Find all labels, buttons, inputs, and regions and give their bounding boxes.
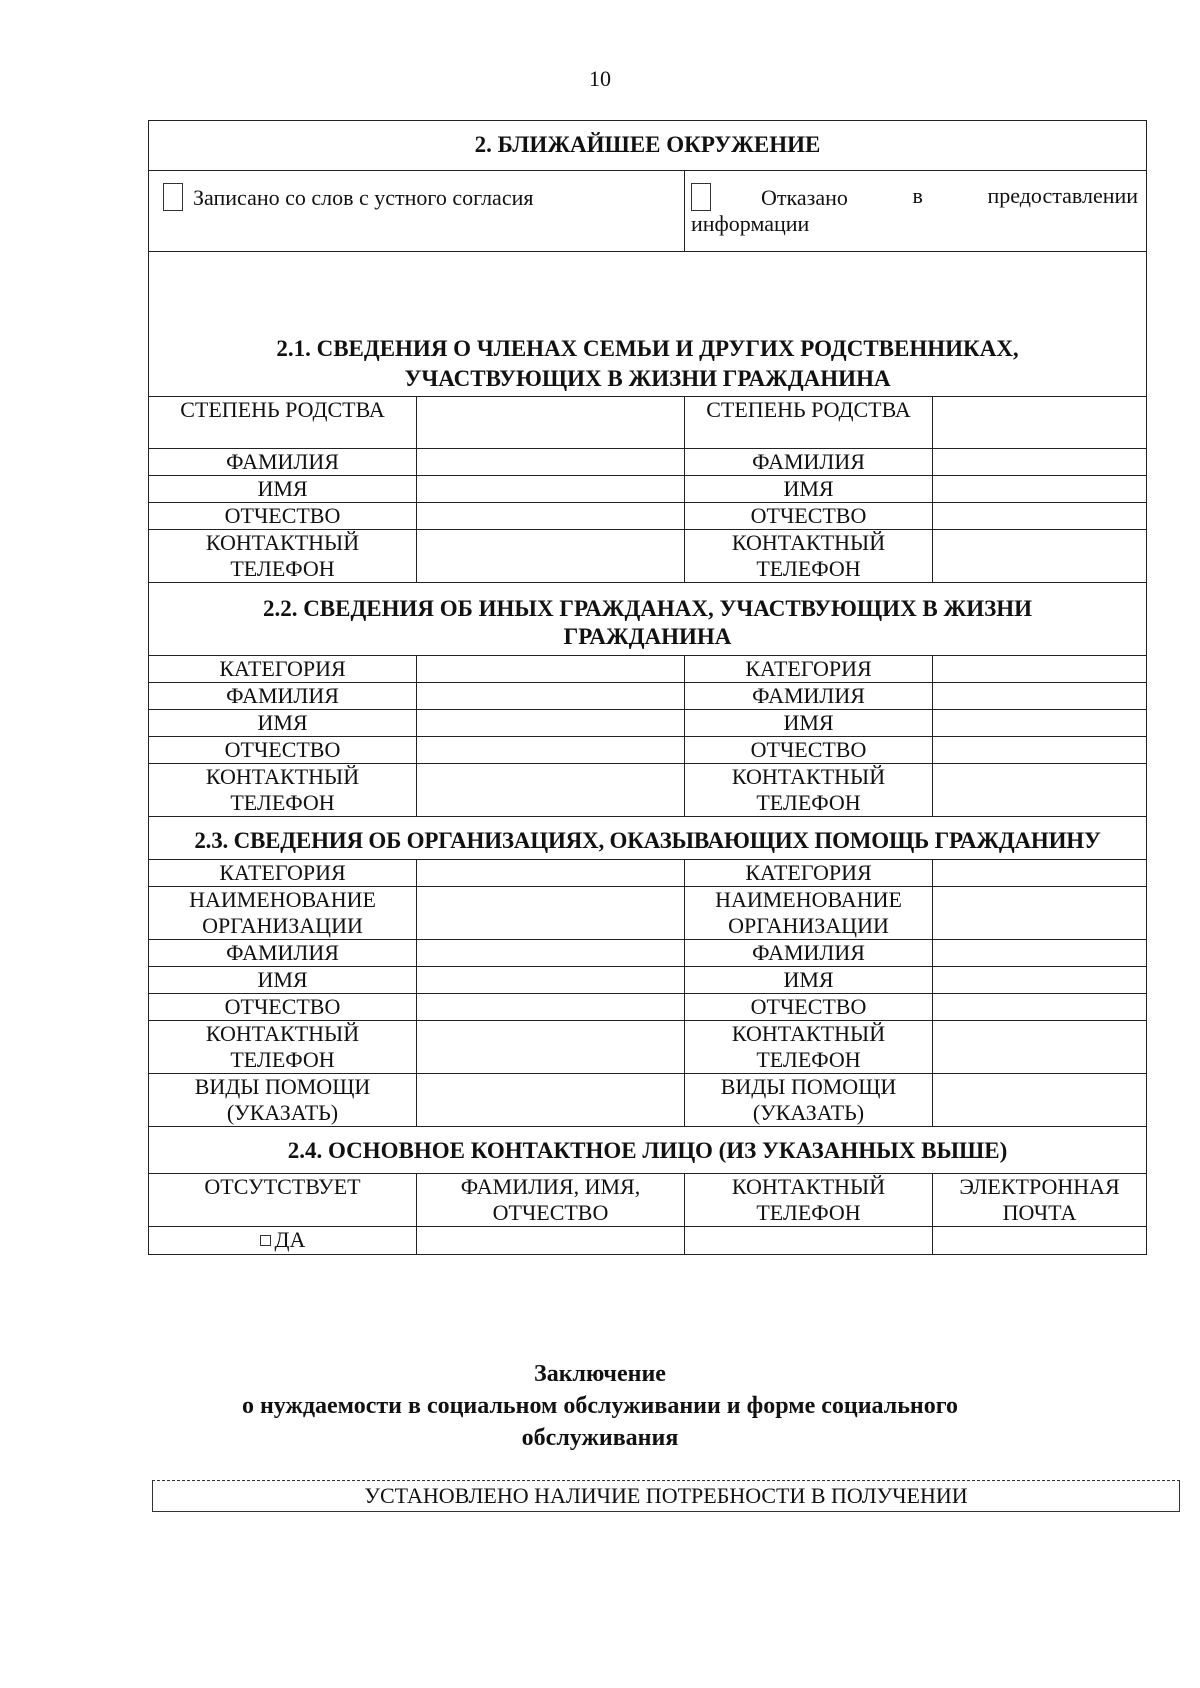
yes-checkbox[interactable] [260, 1235, 271, 1246]
input-cell[interactable] [417, 994, 685, 1021]
input-cell[interactable] [417, 1021, 685, 1074]
consent-label: Записано со слов с устного согласия [193, 185, 534, 210]
header-absent: ОТСУТСТВУЕТ [149, 1174, 417, 1227]
row-label: КОНТАКТНЫЙ ТЕЛЕФОН [149, 530, 417, 583]
input-cell[interactable] [417, 737, 685, 764]
section-2-2-title-line-2: ГРАЖДАНИНА [563, 624, 732, 649]
input-cell[interactable] [417, 476, 685, 503]
section-2-4-title: 2.4. ОСНОВНОЕ КОНТАКТНОЕ ЛИЦО (ИЗ УКАЗАННЫХ ВЫШЕ) [149, 1127, 1147, 1174]
conclusion-heading [0, 1358, 1200, 1454]
input-cell[interactable] [933, 940, 1147, 967]
row-label: КОНТАКТНЫЙ ТЕЛЕФОН [685, 530, 933, 583]
input-cell[interactable] [417, 967, 685, 994]
input-cell[interactable] [933, 476, 1147, 503]
consent-checkbox[interactable] [163, 183, 183, 211]
row-label: ИМЯ [685, 967, 933, 994]
row-label: ФАМИЛИЯ [685, 683, 933, 710]
input-cell[interactable] [933, 683, 1147, 710]
input-cell[interactable] [933, 737, 1147, 764]
input-cell[interactable] [417, 530, 685, 583]
input-cell[interactable] [417, 1074, 685, 1127]
page-number: 10 [589, 66, 611, 91]
row-label: ОТЧЕСТВО [685, 737, 933, 764]
row-label: ИМЯ [685, 710, 933, 737]
input-cell[interactable] [417, 449, 685, 476]
input-cell[interactable] [417, 940, 685, 967]
row-label: КОНТАКТНЫЙ ТЕЛЕФОН [149, 1021, 417, 1074]
row-label: ВИДЫ ПОМОЩИ (УКАЗАТЬ) [149, 1074, 417, 1127]
row-label: СТЕПЕНЬ РОДСТВА [149, 397, 417, 449]
input-cell[interactable] [933, 710, 1147, 737]
row-label: ОТЧЕСТВО [149, 994, 417, 1021]
row-label: ИМЯ [685, 476, 933, 503]
row-label: ВИДЫ ПОМОЩИ (УКАЗАТЬ) [685, 1074, 933, 1127]
input-cell[interactable] [933, 994, 1147, 1021]
header-email: ЭЛЕКТРОННАЯ ПОЧТА [933, 1174, 1147, 1227]
row-label: НАИМЕНОВАНИЕ ОРГАНИЗАЦИИ [685, 887, 933, 940]
input-cell[interactable] [417, 1227, 685, 1255]
row-label: ФАМИЛИЯ [149, 449, 417, 476]
refused-word-3: предоставлении [987, 183, 1139, 208]
refused-word-1: Отказано [761, 185, 848, 210]
section-2-2-title-line-1: 2.2. СВЕДЕНИЯ ОБ ИНЫХ ГРАЖДАНАХ, УЧАСТВУЮЩИХ В ЖИЗНИ [262, 596, 1033, 621]
input-cell[interactable] [933, 764, 1147, 817]
row-label: ИМЯ [149, 967, 417, 994]
row-label: ФАМИЛИЯ [149, 683, 417, 710]
section-2-1-title-line-1: 2.1. СВЕДЕНИЯ О ЧЛЕНАХ СЕМЬИ И ДРУГИХ РОДСТВЕННИКАХ, [276, 336, 1019, 361]
input-cell[interactable] [417, 683, 685, 710]
row-label: ОТЧЕСТВО [149, 503, 417, 530]
input-cell[interactable] [417, 397, 685, 449]
section-2-1-title [149, 252, 1147, 397]
conclusion-line-3: обслуживания [521, 1425, 679, 1451]
input-cell[interactable] [933, 397, 1147, 449]
section-2-2-title [149, 583, 1147, 656]
input-cell[interactable] [933, 1227, 1147, 1255]
refused-option[interactable] [685, 171, 1147, 252]
input-cell[interactable] [933, 656, 1147, 683]
input-cell[interactable] [933, 887, 1147, 940]
row-label: КАТЕГОРИЯ [685, 656, 933, 683]
row-label: НАИМЕНОВАНИЕ ОРГАНИЗАЦИИ [149, 887, 417, 940]
header-full-name: ФАМИЛИЯ, ИМЯ, ОТЧЕСТВО [417, 1174, 685, 1227]
input-cell[interactable] [417, 764, 685, 817]
input-cell[interactable] [933, 530, 1147, 583]
row-label: ИМЯ [149, 476, 417, 503]
conclusion-line-1: Заключение [534, 1361, 666, 1387]
established-need-box: УСТАНОВЛЕНО НАЛИЧИЕ ПОТРЕБНОСТИ В ПОЛУЧЕНИИ [152, 1480, 1180, 1512]
row-label: КОНТАКТНЫЙ ТЕЛЕФОН [685, 1021, 933, 1074]
input-cell[interactable] [417, 710, 685, 737]
row-label: КАТЕГОРИЯ [149, 656, 417, 683]
input-cell[interactable] [933, 503, 1147, 530]
input-cell[interactable] [933, 1021, 1147, 1074]
row-label: ИМЯ [149, 710, 417, 737]
input-cell[interactable] [933, 449, 1147, 476]
input-cell[interactable] [933, 860, 1147, 887]
absent-yes-option[interactable] [149, 1227, 417, 1255]
section-2-3-title: 2.3. СВЕДЕНИЯ ОБ ОРГАНИЗАЦИЯХ, ОКАЗЫВАЮЩИХ ПОМОЩЬ ГРАЖДАНИНУ [149, 817, 1147, 860]
row-label: ОТЧЕСТВО [149, 737, 417, 764]
form-table [148, 120, 1147, 1255]
input-cell[interactable] [417, 860, 685, 887]
input-cell[interactable] [417, 503, 685, 530]
input-cell[interactable] [417, 656, 685, 683]
row-label: КАТЕГОРИЯ [685, 860, 933, 887]
row-label: ФАМИЛИЯ [685, 940, 933, 967]
row-label: СТЕПЕНЬ РОДСТВА [685, 397, 933, 449]
input-cell[interactable] [933, 1074, 1147, 1127]
row-label: КОНТАКТНЫЙ ТЕЛЕФОН [149, 764, 417, 817]
refused-word-4: информации [691, 211, 810, 236]
row-label: КАТЕГОРИЯ [149, 860, 417, 887]
input-cell[interactable] [417, 887, 685, 940]
row-label: ФАМИЛИЯ [149, 940, 417, 967]
refused-checkbox[interactable] [691, 183, 711, 211]
row-label: КОНТАКТНЫЙ ТЕЛЕФОН [685, 764, 933, 817]
input-cell[interactable] [933, 967, 1147, 994]
header-contact-phone: КОНТАКТНЫЙ ТЕЛЕФОН [685, 1174, 933, 1227]
row-label: ОТЧЕСТВО [685, 994, 933, 1021]
conclusion-line-2: о нуждаемости в социальном обслуживании и форме социального [241, 1393, 959, 1419]
section-2-title: 2. БЛИЖАЙШЕЕ ОКРУЖЕНИЕ [149, 121, 1147, 171]
yes-label: ДА [274, 1227, 306, 1252]
input-cell[interactable] [685, 1227, 933, 1255]
form-sheet [148, 120, 1146, 1255]
consent-option[interactable] [149, 171, 685, 252]
row-label: ОТЧЕСТВО [685, 503, 933, 530]
row-label: ФАМИЛИЯ [685, 449, 933, 476]
refused-word-2: в [912, 183, 923, 208]
section-2-1-title-line-2: УЧАСТВУЮЩИХ В ЖИЗНИ ГРАЖДАНИНА [404, 366, 891, 391]
